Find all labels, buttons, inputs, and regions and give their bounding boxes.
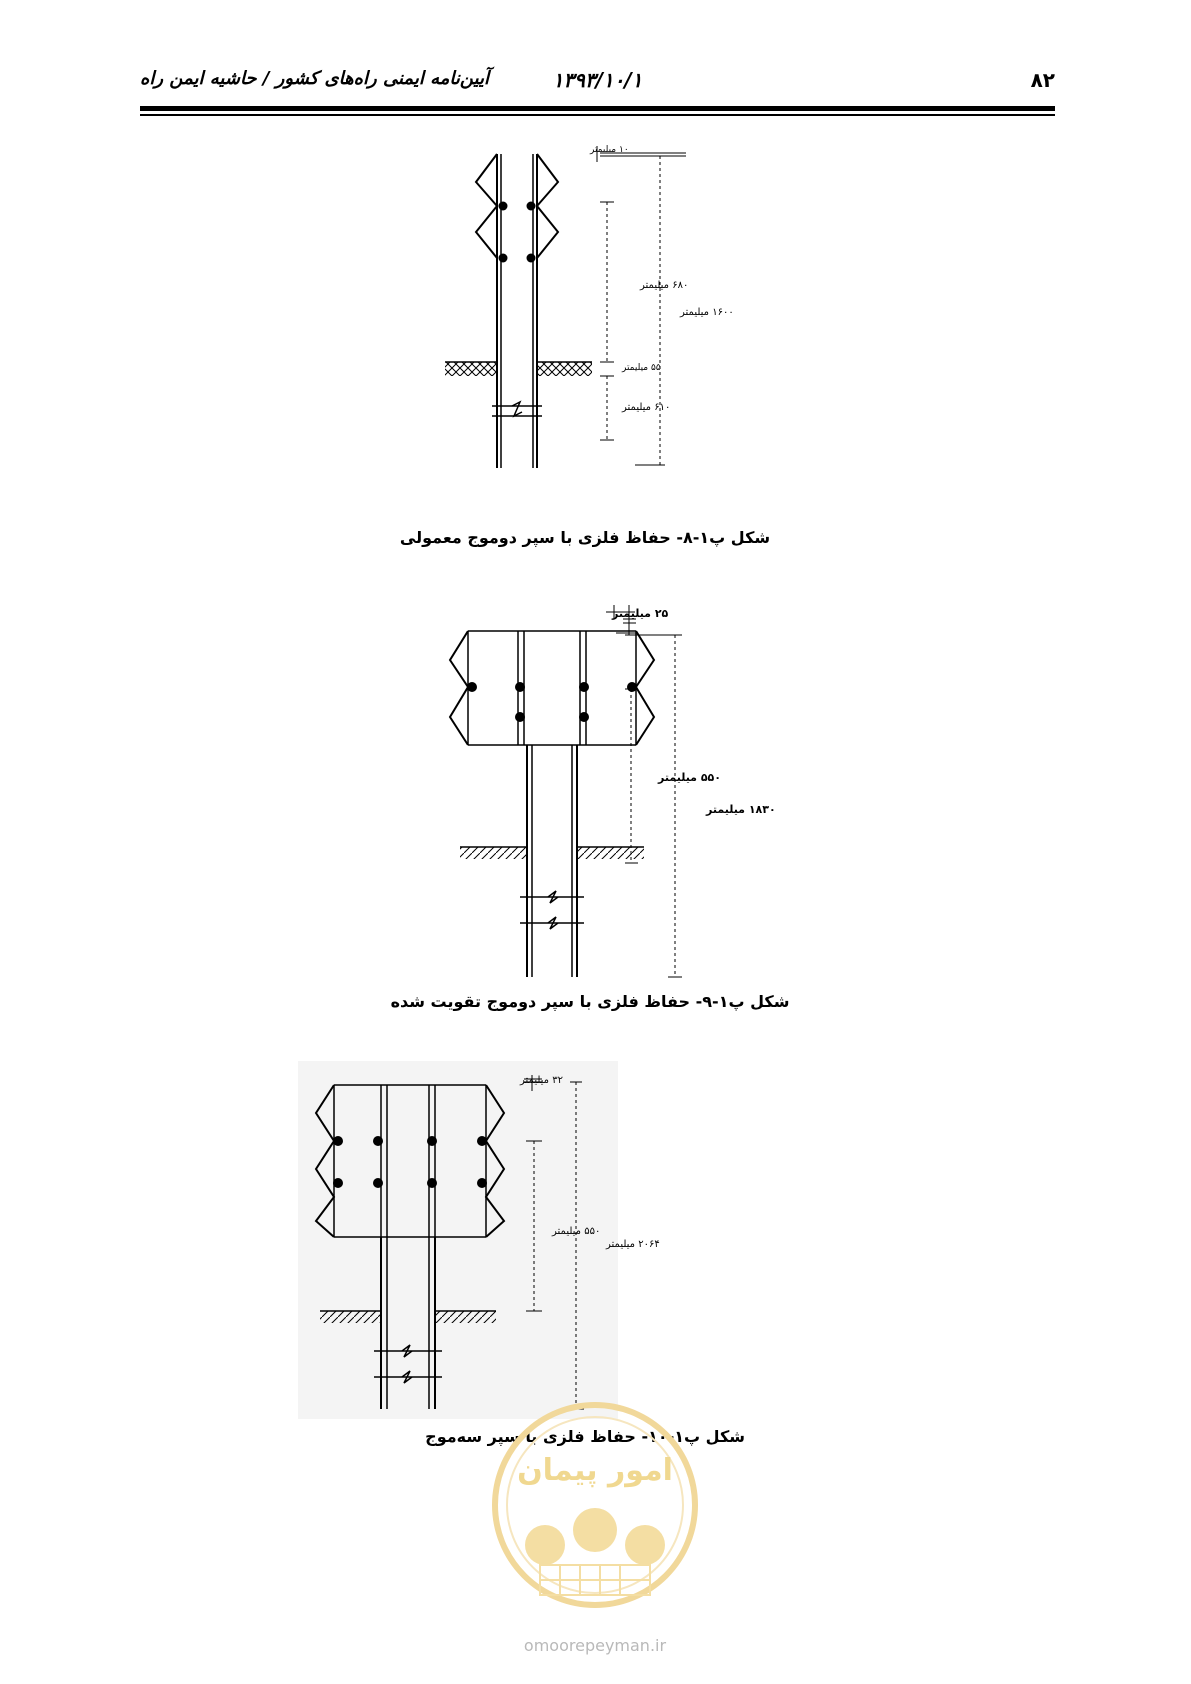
page-header xyxy=(140,68,1055,102)
fig1-dim-10: ۱۰ میلیمتر xyxy=(590,145,629,155)
fig2-dim-1830: ۱۸۳۰ میلیمتر xyxy=(706,803,776,816)
fig3-dim-550: ۵۵۰ میلیمتر xyxy=(552,1226,601,1237)
figure-1-drawing xyxy=(440,140,750,510)
header-rule-thick xyxy=(140,106,1055,111)
fig3-dim-2064: ۲۰۶۴ میلیمتر xyxy=(606,1239,660,1250)
figure-1-caption: شکل پ۱-۸- حفاظ فلزی با سپر دوموج معمولی xyxy=(399,528,771,547)
page-number: ۸۲ xyxy=(1030,68,1055,92)
fig1-dim-1600: ۱۶۰۰ میلیمتر xyxy=(680,307,734,318)
figure-3-drawing xyxy=(298,1061,660,1419)
watermark-seal xyxy=(490,1400,700,1630)
fig1-dim-55: ۵۵ میلیمتر xyxy=(622,363,661,373)
fig3-dim-32: ۳۲ میلیمتر xyxy=(520,1075,563,1086)
figure-2-caption: شکل پ۱-۹- حفاظ فلزی با سپر دوموج تقویت شده xyxy=(390,992,790,1011)
header-date: ۱۳۹۳/۱۰/۱ xyxy=(552,68,643,92)
fig2-dim-550: ۵۵۰ میلیمتر xyxy=(658,771,721,784)
fig1-dim-610: ۶۱۰ میلیمتر xyxy=(622,402,671,413)
figure-3-caption: شکل پ۱-۱۰- حفاظ فلزی با سپر سه‌موج xyxy=(425,1427,745,1446)
header-rule-thin xyxy=(140,114,1055,116)
watermark-site: omoorepeyman.ir xyxy=(523,1636,667,1655)
figure-2-drawing xyxy=(440,605,780,985)
fig1-dim-680: ۶۸۰ میلیمتر xyxy=(640,280,689,291)
header-title: آیین‌نامه ایمنی راه‌های کشور / حاشیه ایمن راه xyxy=(140,68,490,89)
fig2-dim-25: ۲۵ میلیمتر xyxy=(612,607,669,620)
watermark-text: امور پیمان xyxy=(517,1453,673,1488)
